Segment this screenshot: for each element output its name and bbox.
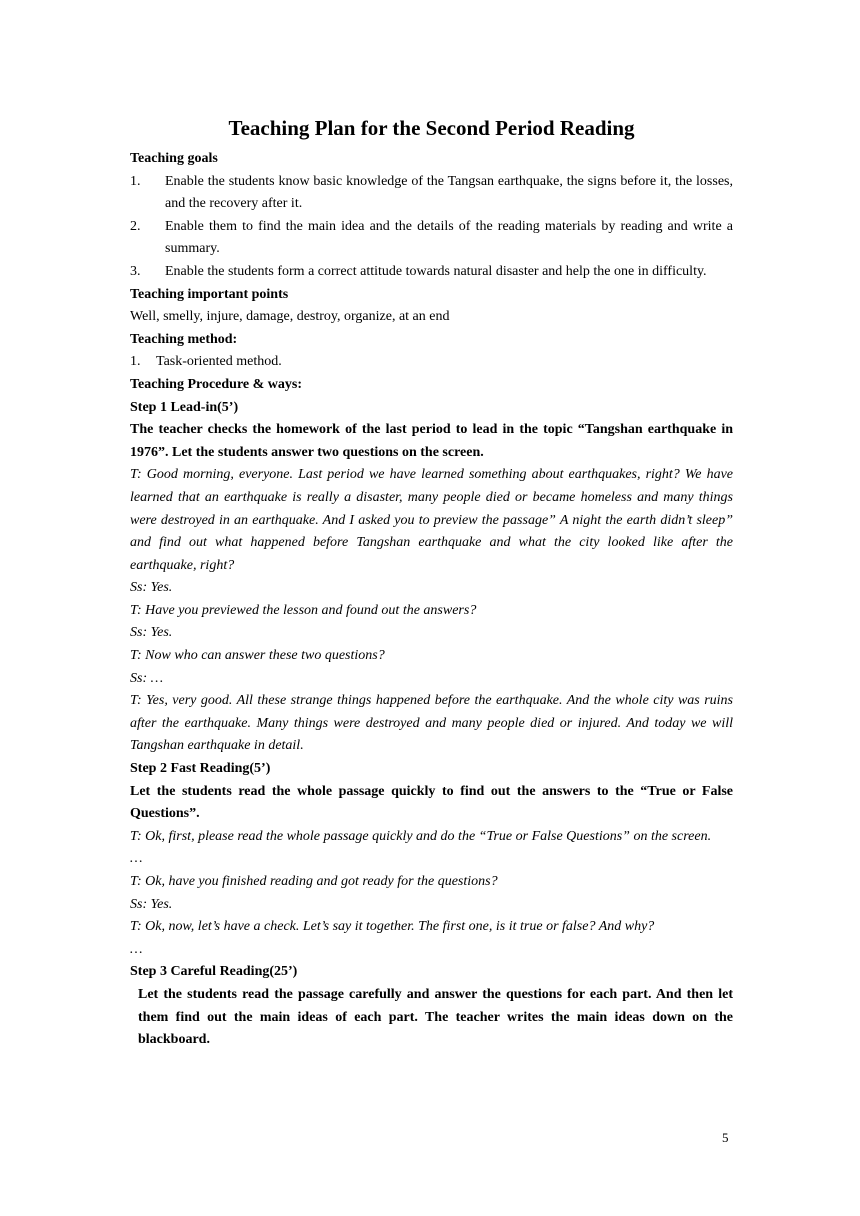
dialogue-line: Ss: Yes. bbox=[130, 580, 173, 596]
method-text: Task-oriented method. bbox=[156, 354, 282, 370]
goal-text: Enable them to find the main idea and the details of the reading materials by reading and write a summary. bbox=[165, 218, 733, 257]
goal-item bbox=[130, 216, 733, 261]
dialogue-line: T: Have you previewed the lesson and found out the answers? bbox=[130, 602, 477, 618]
procedure-heading: Teaching Procedure & ways: bbox=[130, 376, 303, 392]
dialogue-line: T: Ok, have you finished reading and got ready for the questions? bbox=[130, 874, 498, 889]
points-heading: Teaching important points bbox=[130, 286, 289, 302]
method-heading: Teaching method: bbox=[130, 331, 238, 347]
points-text: Well, smelly, injure, damage, destroy, organize, at an end bbox=[130, 309, 450, 325]
step3-heading: Step 3 Careful Reading(25’) bbox=[130, 964, 298, 980]
goal-item bbox=[130, 171, 733, 216]
goal-number: 1. bbox=[130, 173, 141, 189]
document-page bbox=[130, 112, 733, 1052]
dialogue-line: T: Ok, now, let’s have a check. Let’s say it together. The first one, is it true or false? And why? bbox=[130, 919, 655, 935]
step2-heading: Step 2 Fast Reading(5’) bbox=[130, 761, 271, 777]
step1-heading: Step 1 Lead-in(5’) bbox=[130, 399, 239, 415]
dialogue-line: T: Now who can answer these two questions? bbox=[130, 648, 385, 664]
dialogue-line: Ss: Yes. bbox=[130, 896, 173, 912]
goals-heading: Teaching goals bbox=[130, 151, 218, 166]
goal-number: 2. bbox=[130, 218, 141, 234]
step3-instruction: Let the students read the passage carefully and answer the questions for each part. And then let them find out the main ideas of each part. The teacher writes the main ideas down on the blackboard. bbox=[138, 986, 733, 1048]
dialogue-line: … bbox=[130, 851, 143, 867]
document-title: Teaching Plan for the Second Period Reading bbox=[228, 116, 635, 140]
method-number: 1. bbox=[130, 354, 141, 370]
goal-text: Enable the students know basic knowledge of the Tangsan earthquake, the signs before it, the losses, and the recovery after it. bbox=[165, 173, 733, 212]
dialogue-line: T: Ok, first, please read the whole passage quickly and do the “True or False Questions” on the screen. bbox=[130, 828, 712, 844]
step1-instruction: The teacher checks the homework of the last period to lead in the topic “Tangshan earthquake in 1976”. Let the students answer two questions on the screen. bbox=[130, 422, 733, 460]
dialogue-line: T: Yes, very good. All these strange things happened before the earthquake. And the whole city was ruins after the earthquake. Many things were destroyed and many people died or injured. And today we will Tangshan earthquake in detail. bbox=[130, 693, 733, 754]
dialogue-line: Ss: Yes. bbox=[130, 625, 173, 641]
goal-text: Enable the students form a correct attitude towards natural disaster and help the one in difficulty. bbox=[165, 263, 707, 279]
step2-instruction: Let the students read the whole passage quickly to find out the answers to the “True or False Questions”. bbox=[130, 783, 733, 822]
dialogue-line: T: Good morning, everyone. Last period we have learned something about earthquakes, right? We have learned that an earthquake is really a disaster, many people died or became homeless and many things were destroyed in an earthquake. And I asked you to preview the passage” A night the earth didn’t sleep” and find out what happened before Tangshan earthquake and what the city looked like after the earthquake, right? bbox=[130, 467, 733, 573]
goal-item bbox=[130, 261, 733, 284]
dialogue-line: Ss: … bbox=[130, 670, 164, 686]
dialogue-line: … bbox=[130, 941, 143, 957]
page-number: 5 bbox=[722, 1130, 729, 1145]
method-item bbox=[130, 351, 733, 374]
goal-number: 3. bbox=[130, 263, 141, 279]
